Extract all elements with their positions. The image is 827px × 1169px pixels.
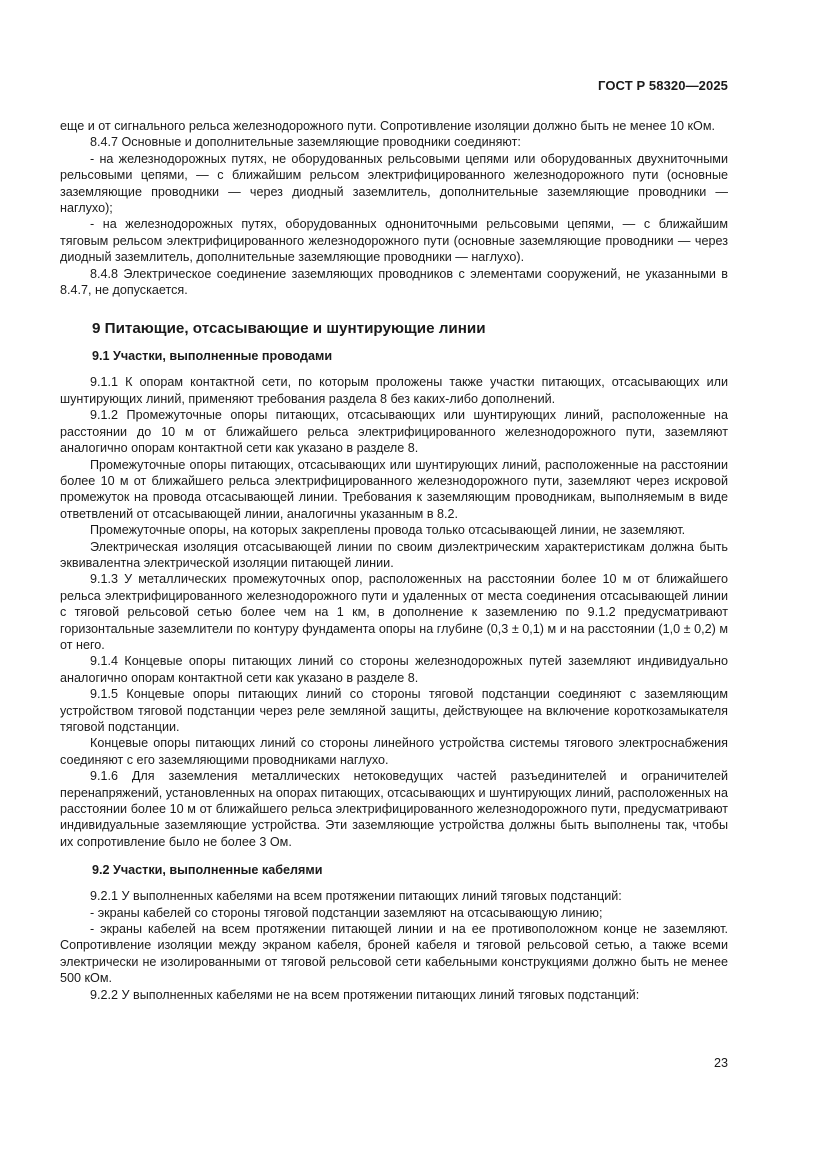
clause-9-1-6: 9.1.6 Для заземления металлических нетоковедущих частей разъединителей и ограничителей перенапряжений, установленных на опорах питающих, отсасывающих и шунтирующих линий, расположенных на расстоянии более 10 м от ближайшего рельса электрифицированного железнодорожного пути, предусматривают индивидуальные заземляющие устройства. Эти заземляющие устройства должны быть выполнены так, чтобы их сопротивление было не более 3 Ом.: [60, 769, 728, 849]
clause-8-4-7: 8.4.7 Основные и дополнительные заземляющие проводники соединяют:: [90, 135, 521, 150]
clause-9-2-2: 9.2.2 У выполненных кабелями не на всем протяжении питающих линий тяговых подстанций:: [90, 987, 640, 1002]
clause-8-4-8: 8.4.8 Электрическое соединение заземляющих проводников с элементами сооружений, не указанными в 8.4.7, не допускается.: [60, 266, 728, 298]
standard-header: ГОСТ Р 58320—2025: [598, 78, 728, 93]
subsection-9-1-title: 9.1 Участки, выполненные проводами: [92, 349, 333, 364]
paragraph: Концевые опоры питающих линий со стороны линейного устройства системы тягового электроснабжения соединяют с его заземляющими проводниками наглухо.: [60, 736, 728, 767]
section-9-title: 9 Питающие, отсасывающие и шунтирующие линии: [92, 320, 486, 338]
clause-9-1-5: 9.1.5 Концевые опоры питающих линий со стороны тяговой подстанции соединяют с заземляющим устройством тяговой подстанции через реле земляной защиты, действующее на включение короткозамыкателя тяговой подстанции.: [60, 687, 728, 734]
paragraph: Промежуточные опоры питающих, отсасывающих или шунтирующих линий, расположенные на расстоянии более 10 м от ближайшего рельса электрифицированного железнодорожного пути, заземляют через искровой промежуток на провода отсасывающей линии. Требования к заземляющим проводникам, выполняемым в виде ответвлений от отсасывающей линии, аналогичны указанным в 8.2.: [60, 457, 728, 521]
clause-9-1-4: 9.1.4 Концевые опоры питающих линий со стороны железнодорожных путей заземляют индивидуально аналогично опорам контактной сети как указано в разделе 8.: [60, 654, 728, 685]
subsection-9-2-title: 9.2 Участки, выполненные кабелями: [92, 863, 323, 878]
clause-9-2-1: 9.2.1 У выполненных кабелями на всем протяжении питающих линий тяговых подстанций:: [90, 889, 622, 904]
clause-9-1-1: 9.1.1 К опорам контактной сети, по которым проложены также участки питающих, отсасывающих или шунтирующих линий, применяют требования раздела 8 без каких-либо дополнений.: [60, 375, 728, 406]
paragraph: Промежуточные опоры, на которых закреплены провода только отсасывающей линии, не заземляют.: [90, 523, 686, 538]
paragraph: Электрическая изоляция отсасывающей линии по своим диэлектрическим характеристикам должна быть эквивалентна электрической изоляции питающей линии.: [60, 539, 728, 570]
page-number: 23: [713, 1056, 728, 1070]
list-item: - экраны кабелей со стороны тяговой подстанции заземляют на отсасывающую линию;: [90, 905, 603, 920]
paragraph-continuation: еще и от сигнального рельса железнодорожного пути. Сопротивление изоляции должно быть не менее 10 кОм.: [60, 119, 716, 133]
clause-9-1-2: 9.1.2 Промежуточные опоры питающих, отсасывающих или шунтирующих линий, расположенные на расстоянии до 10 м от ближайшего рельса электрифицированного железнодорожного пути, заземляют аналогично опорам контактной сети как указано в разделе 8.: [60, 408, 728, 456]
page-content: [60, 118, 728, 1003]
list-item: - на железнодорожных путях, оборудованных однониточными рельсовыми цепями, — с ближайшим тяговым рельсом электрифицированного железнодорожного пути (основные заземляющие проводники — через диодный заземлитель, дополнительные заземляющие проводники — наглухо).: [60, 217, 728, 265]
list-item: - экраны кабелей на всем протяжении питающей линии и на ее противоположном конце не заземляют. Сопротивление изоляции между экраном кабеля, броней кабеля и тяговой рельсовой сетью, а также всеми электрически не изолированными от тяговой рельсовой сети кабельными конструкциями должно быть не менее 500 кОм.: [60, 922, 728, 986]
list-item: - на железнодорожных путях, не оборудованных рельсовыми цепями или оборудованных двухниточными рельсовыми цепями, — с ближайшим рельсом электрифицированного железнодорожного пути (основные заземляющие проводники — через диодный заземлитель, дополнительные заземляющие проводники — наглухо);: [60, 151, 728, 216]
clause-9-1-3: 9.1.3 У металлических промежуточных опор, расположенных на расстоянии более 10 м от ближайшего рельса электрифицированного железнодорожного пути и удаленных от места соединения отсасывающей линии с тяговой рельсовой сетью более чем на 1 км, в дополнение к заземлению по 9.1.2 предусматривают горизонтальные заземлители по контуру фундамента опоры на глубине (0,3 ± 0,1) м и на расстоянии (1,0 ± 0,2) м от него.: [60, 572, 728, 652]
